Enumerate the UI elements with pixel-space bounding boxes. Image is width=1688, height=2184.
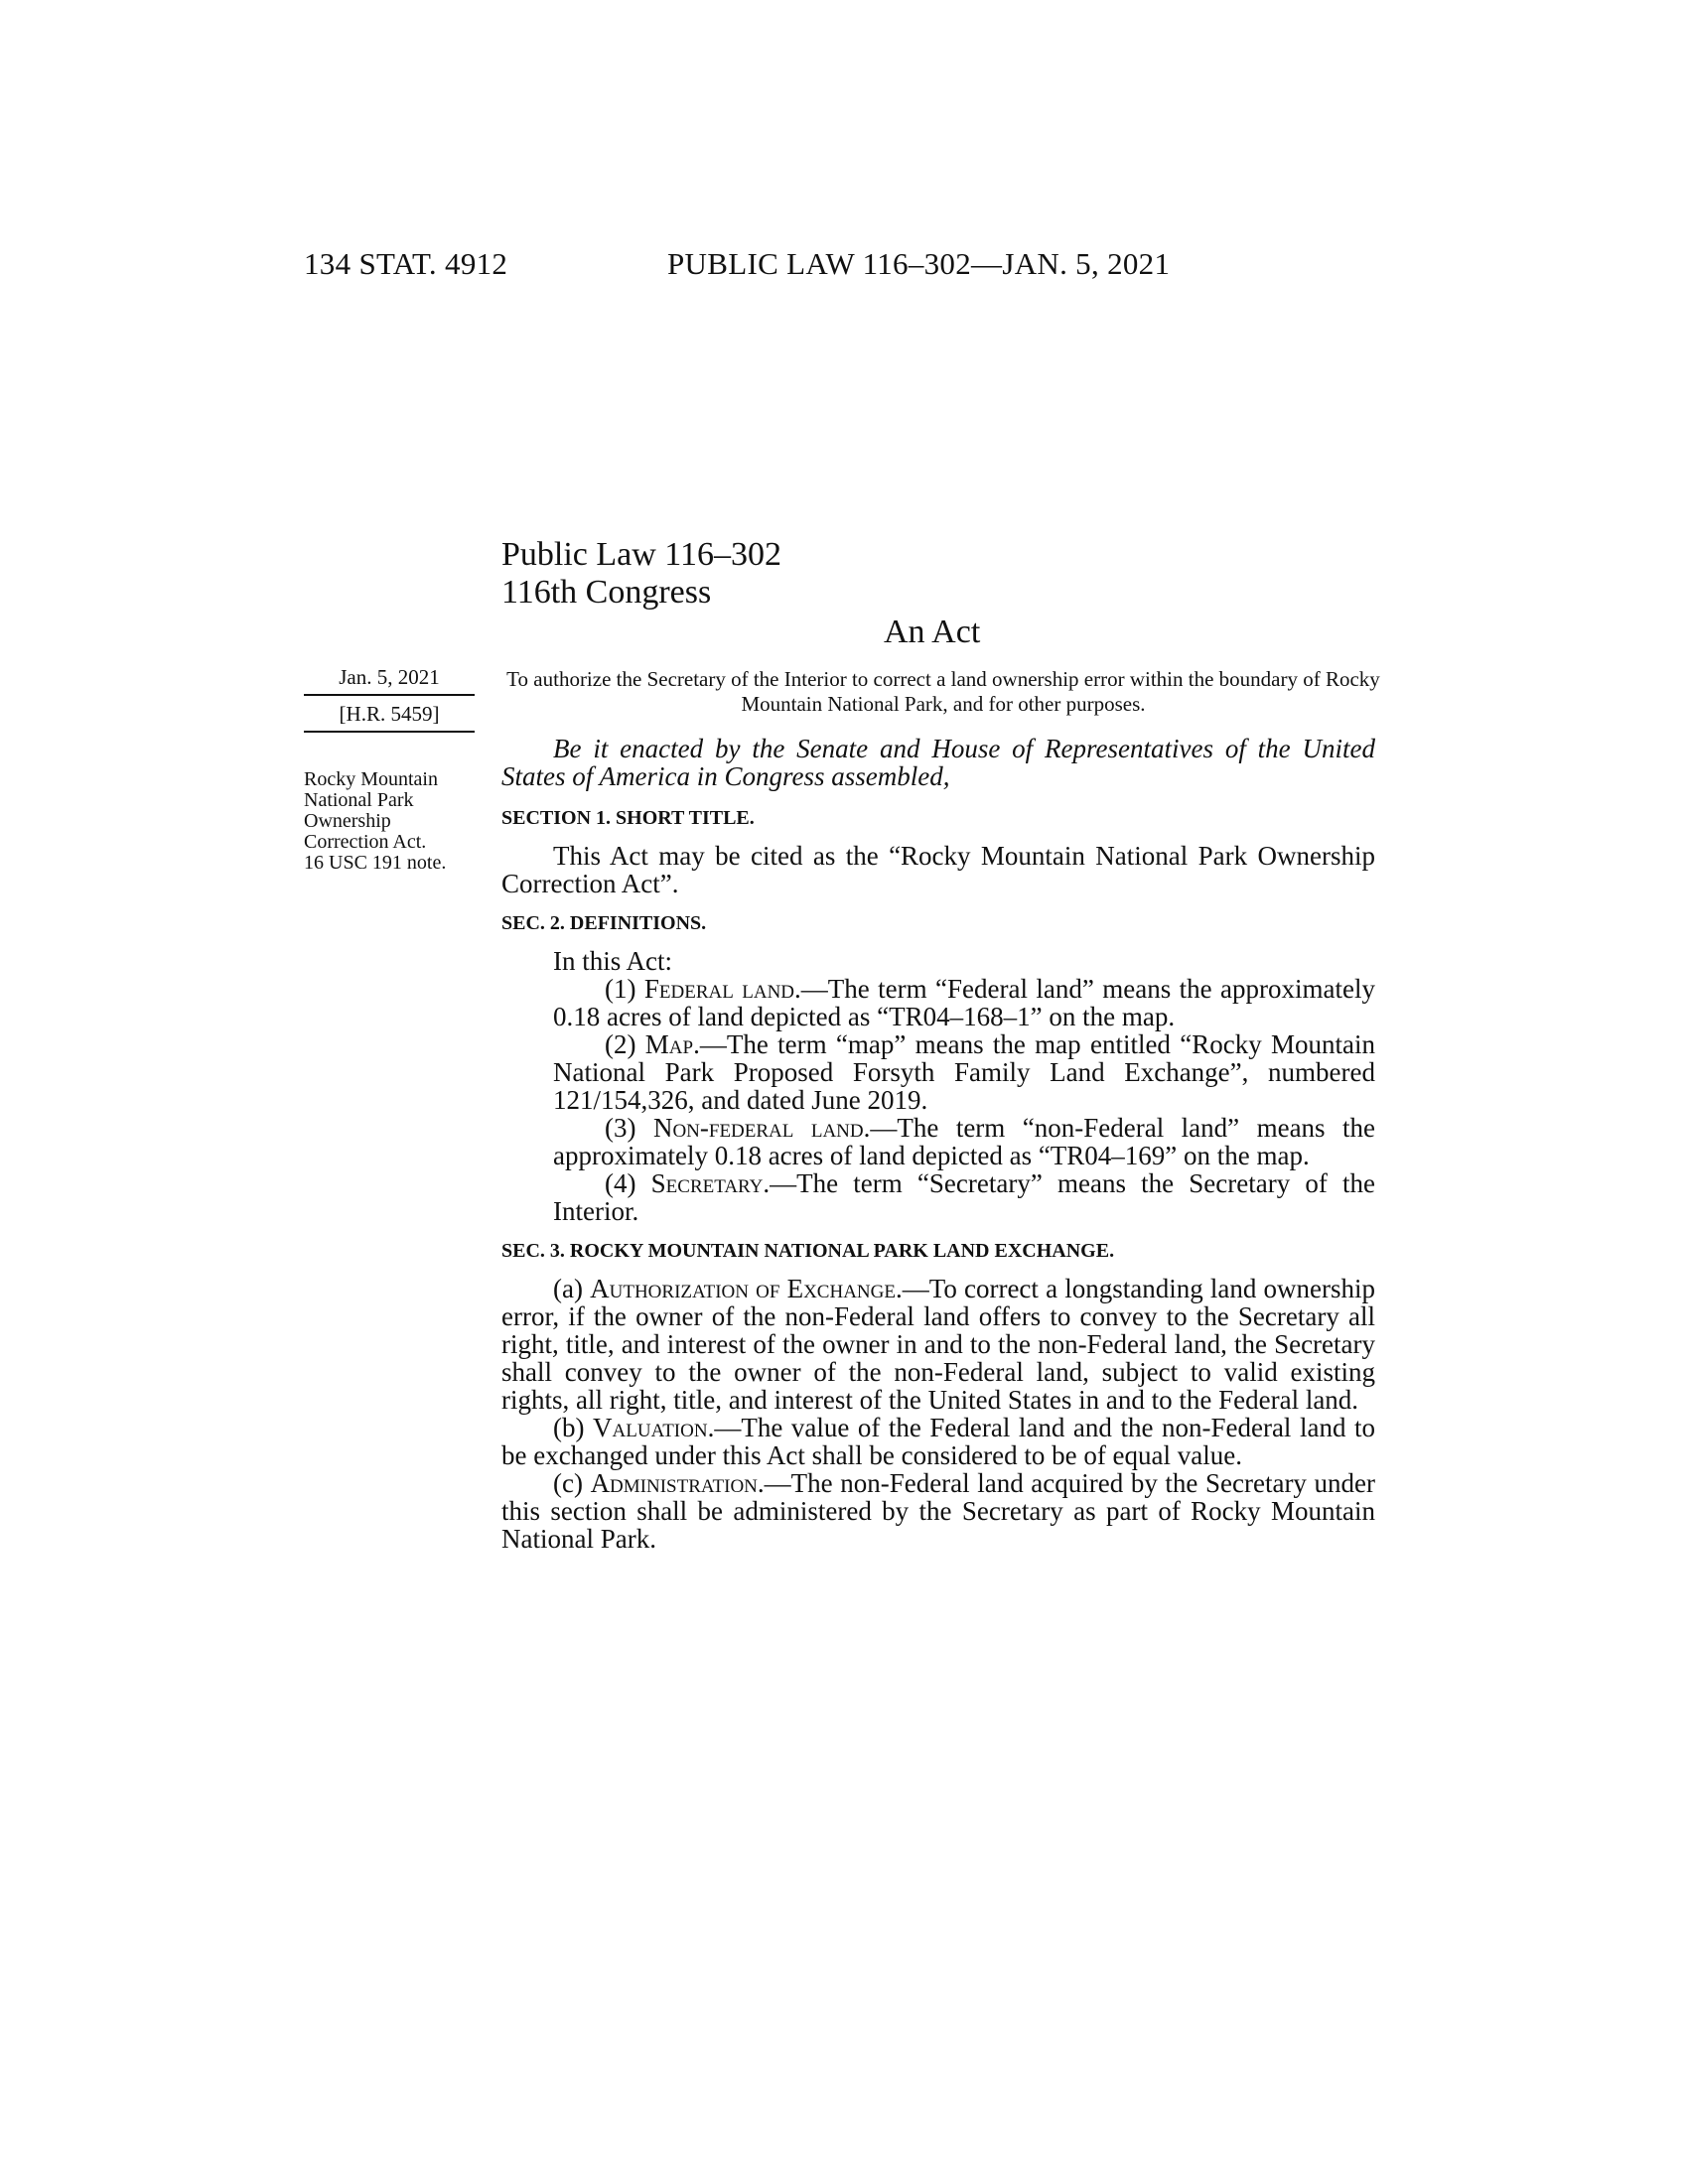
title-block	[501, 536, 781, 612]
definition-secretary: (4) Secretary.—The term “Secretary” means the Secretary of the Interior.	[553, 1168, 1376, 1226]
subsection-heading: Administration	[590, 1468, 758, 1498]
long-title: To authorize the Secretary of the Interior to correct a land ownership error within the boundary of Rocky Mountain National Park, and for other purposes.	[506, 667, 1380, 716]
section-1-heading: SECTION 1. SHORT TITLE.	[501, 807, 755, 829]
definition-federal-land: (1) Federal land.—The term “Federal land” means the approximately 0.18 acres of land depicted as “TR04–168–1” on the map.	[553, 974, 1376, 1031]
defined-term: Non-federal land	[652, 1113, 864, 1143]
sidebar-date-box	[304, 665, 475, 733]
subsection-heading: Valuation	[593, 1413, 708, 1442]
marginal-note-line: Correction Act.	[304, 831, 427, 853]
subsection-c: (c) Administration.—The non-Federal land acquired by the Secretary under this section shall be administered by the Secretary as part of Rocky Mountain National Park.	[501, 1468, 1375, 1554]
enactment-date: Jan. 5, 2021	[304, 665, 475, 696]
bill-number: [H.R. 5459]	[304, 696, 475, 733]
section-2-heading: SEC. 2. DEFINITIONS.	[501, 912, 707, 934]
congress-number: 116th Congress	[501, 574, 712, 611]
marginal-note-line: 16 USC 191 note.	[304, 852, 447, 874]
enacting-clause: Be it enacted by the Senate and House of Representatives of the United States of America in Congress assembled,	[501, 734, 1375, 791]
defined-term: Federal land	[643, 974, 795, 1004]
definition-map: (2) Map.—The term “map” means the map entitled “Rocky Mountain National Park Proposed Forsyth Family Land Exchange”, numbered 121/154,326, and dated June 2019.	[553, 1029, 1375, 1115]
defined-term: Map	[644, 1029, 694, 1059]
section-2-intro: In this Act:	[553, 946, 672, 976]
section-1-text: This Act may be cited as the “Rocky Mountain National Park Ownership Correction Act”.	[501, 841, 1375, 898]
subsection-b: (b) Valuation.—The value of the Federal land and the non-Federal land to be exchanged under this Act shall be considered to be of equal value.	[501, 1413, 1376, 1470]
public-law-number: Public Law 116–302	[501, 536, 782, 573]
subsection-heading: Authorization of Exchange	[590, 1274, 896, 1303]
definition-non-federal-land: (3) Non-federal land.—The term “non-Federal land” means the approximately 0.18 acres of land depicted as “TR04–169” on the map.	[553, 1113, 1376, 1170]
marginal-note-line: Ownership	[304, 810, 391, 832]
marginal-note-line: Rocky Mountain	[304, 768, 438, 790]
section-3-heading: SEC. 3. ROCKY MOUNTAIN NATIONAL PARK LAND EXCHANGE.	[501, 1240, 1115, 1262]
defined-term: Secretary	[650, 1168, 764, 1198]
subsection-a: (a) Authorization of Exchange.—To correct a longstanding land ownership error, if the owner of the non-Federal land offers to convey to the Secretary all right, title, and interest of the owner in and to the non-Federal land, the Secretary shall convey to the owner of the non-Federal land, subject to valid existing rights, all right, title, and interest of the United States in and to the Federal land.	[501, 1274, 1375, 1415]
statute-citation: 134 STAT. 4912	[304, 246, 508, 281]
marginal-note	[304, 769, 483, 874]
act-body	[501, 735, 1375, 1553]
public-law-header: PUBLIC LAW 116–302—JAN. 5, 2021	[667, 246, 1171, 281]
marginal-note-line: National Park	[304, 789, 414, 811]
act-heading: An Act	[884, 614, 981, 650]
